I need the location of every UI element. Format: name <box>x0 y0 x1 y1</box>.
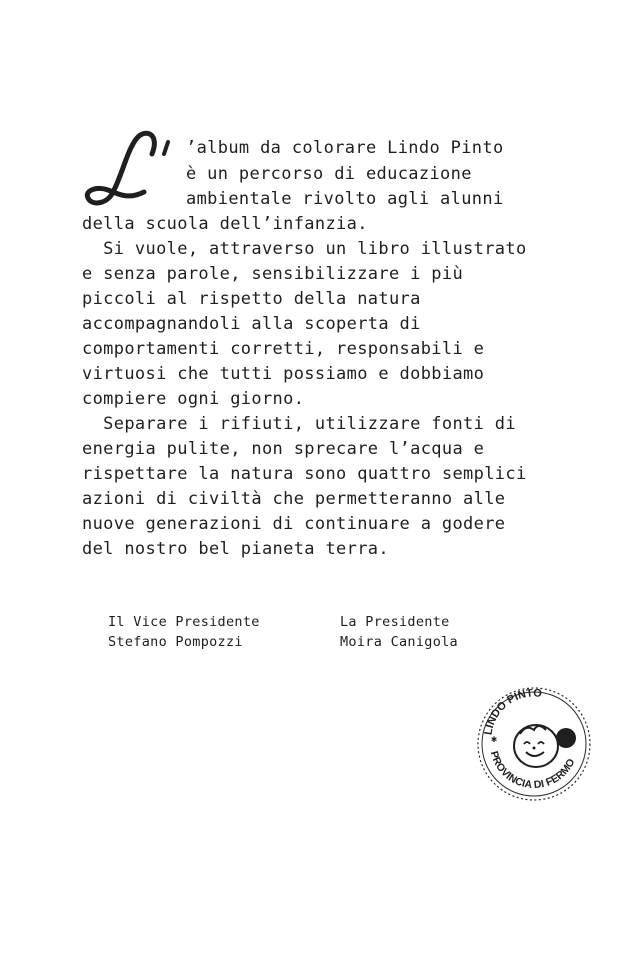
text-line-5: Si vuole, attraverso un libro illustrato <box>82 239 527 259</box>
seal-top-text: LINDO PINTO <box>482 687 543 736</box>
text-line-13: energia pulite, non sprecare l’acqua e <box>82 439 485 459</box>
text-line-14: rispettare la natura sono quattro semplici <box>82 464 527 484</box>
dropcap-letter <box>82 124 182 216</box>
text-line-11: compiere ogni giorno. <box>82 389 305 409</box>
text-line-15: azioni di civiltà che permetteranno alle <box>82 489 506 509</box>
president-name: Moira Canigola <box>340 634 458 650</box>
text-line-12: Separare i rifiuti, utilizzare fonti di <box>82 414 516 434</box>
text-line-3: ambientale rivolto agli alunni <box>186 189 504 209</box>
vice-president-name: Stefano Pompozzi <box>108 634 243 650</box>
text-line-10: virtuosi che tutti possiamo e dobbiamo <box>82 364 485 384</box>
president-role: La Presidente <box>340 614 450 630</box>
text-line-1: ’album da colorare Lindo Pinto <box>186 138 504 158</box>
text-line-9: comportamenti corretti, responsabili e <box>82 339 485 359</box>
lindo-pinto-seal <box>474 684 594 804</box>
vice-president-role: Il Vice Presidente <box>108 614 260 630</box>
text-line-7: piccoli al rispetto della natura <box>82 289 421 309</box>
text-line-6: e senza parole, sensibilizzare i più <box>82 264 464 284</box>
text-line-8: accompagnandoli alla scoperta di <box>82 314 421 334</box>
text-line-17: del nostro bel pianeta terra. <box>82 539 389 559</box>
dropcap-text: L <box>82 124 83 125</box>
seal-bottom-text: PROVINCIA DI FERMO <box>487 749 578 792</box>
text-line-4: della scuola dell’infanzia. <box>82 214 368 234</box>
svg-text:✱: ✱ <box>491 734 498 745</box>
text-line-2: è un percorso di educazione <box>186 164 472 184</box>
text-line-16: nuove generazioni di continuare a godere <box>82 514 506 534</box>
